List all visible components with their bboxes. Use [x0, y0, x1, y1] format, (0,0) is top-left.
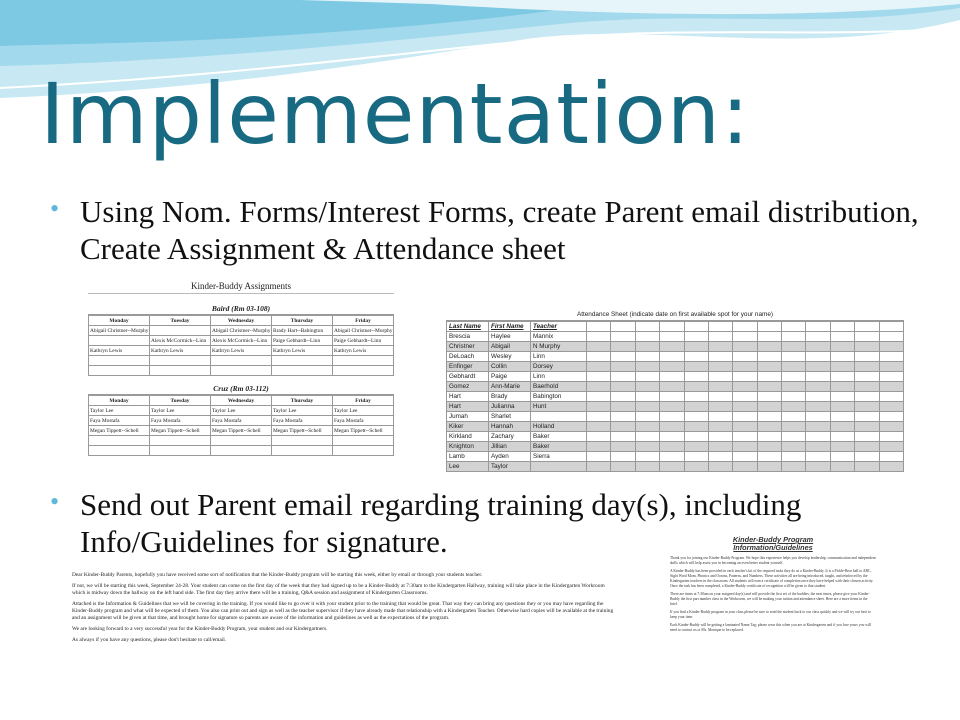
day-header: Tuesday — [150, 396, 211, 406]
letter-paragraph: Attached is the Information & Guidelines that we will be covering in the training. If you would like to go over it with your student prior to the training that would be great. That way they can bring any questions they or you may have regarding the Kinder-Buddy program and what will be expected of them. You also can print out and sign as well as the teacher supervisor if they have already made that relationship with a Kindergarten Teacher. Otherwise hard copies will be available at the training and an assignment will be given at that time, and brought home for signature so parents are aware of the information and guidelines as well as the expectations of the program. — [72, 601, 614, 622]
table-row — [89, 406, 394, 416]
guidelines-heading-line: Kinder-Buddy Program — [732, 535, 814, 544]
table-cell: Brescia — [447, 332, 489, 342]
table-cell: N Murphy — [531, 342, 587, 352]
table-cell: Haylee — [489, 332, 531, 342]
table-cell: Abigail Christner--Murphy — [212, 327, 271, 334]
table-cell: Faya Mostafa — [272, 416, 333, 426]
table-cell: Taylor Lee — [89, 406, 150, 416]
table-cell: Taylor Lee — [150, 406, 211, 416]
table-cell: Abigail — [489, 342, 531, 352]
table-cell: Hart — [447, 392, 489, 402]
table-cell: Faya Mostafa — [150, 416, 211, 426]
day-header: Thursday — [272, 316, 333, 326]
guidelines-paragraph: A Kinder-Buddy has been provided in each teacher's kit of the required tasks they do as a Kinder-Buddy. It is a Pickle-Bear ball to ABC, Sight Word Mom, Phonics and Oceans, Patterns, and Numbers. These activities all are being introduced, taught, and reinforced by the Kindergarten teachers in the classroom. All students will earn a certificate of completion once they have helped with their chosen activity. Once the task has been completed, a Kinder-Buddy certificate of recognition will be given to that student. — [670, 569, 874, 588]
table-row — [89, 446, 394, 456]
slide-title: Implementation: — [40, 65, 751, 163]
table-row — [447, 412, 904, 422]
table-cell: Gebhardt — [447, 372, 489, 382]
day-header: Friday — [333, 396, 394, 406]
table-cell — [531, 412, 587, 422]
table-cell: Lamb — [447, 452, 489, 462]
table-cell: Kirkland — [447, 432, 489, 442]
table-cell: Hart — [447, 402, 489, 412]
column-header: Last Name — [447, 322, 489, 332]
table-cell: Kathryn Lewis — [333, 346, 394, 356]
table-cell: Jillian — [489, 442, 531, 452]
table-cell: Mannix — [531, 332, 587, 342]
table-cell: Baker — [531, 432, 587, 442]
table-cell: Wesley — [489, 352, 531, 362]
table-cell: Faya Mostafa — [211, 416, 272, 426]
column-header: Teacher — [531, 322, 587, 332]
table-cell: Collin — [489, 362, 531, 372]
bullet-text: Send out Parent email regarding training day(s), including Info/Guidelines for signature. — [80, 487, 802, 560]
table-cell: Hannah — [489, 422, 531, 432]
table-cell: Paige — [489, 372, 531, 382]
table-cell: Knighton — [447, 442, 489, 452]
table-cell: Alexis McCormick--Linn — [211, 336, 272, 346]
table-cell: Brady — [489, 392, 531, 402]
table-row — [447, 402, 904, 412]
bullet-text: Using Nom. Forms/Interest Forms, create Parent email distribution, Create Assignment & Attendance sheet — [80, 194, 919, 267]
table-row — [89, 356, 394, 366]
table-cell: Paige Gebhardt--Linn — [333, 336, 394, 346]
table-cell: Ann-Marie — [489, 382, 531, 392]
assignments-sheet-image — [88, 278, 394, 478]
guidelines-document-image — [670, 532, 876, 680]
table-cell: Jumah — [447, 412, 489, 422]
table-cell: Paige Gebhardt--Linn — [272, 336, 333, 346]
guidelines-paragraph: Thank you for joining our Kinder-Buddy Program. We hope this experience helps you develop leadership, communication and independent skills which will help assist you in becoming an even better student yourself. — [670, 556, 876, 566]
table-cell: Baerhold — [531, 382, 587, 392]
attendance-title: Attendance Sheet (indicate date on first available spot for your name) — [446, 310, 904, 321]
table-cell: Faya Mostafa — [333, 416, 394, 426]
class-heading: Baird (Rm 03-108) — [88, 304, 394, 315]
column-header: First Name — [489, 322, 531, 332]
table-row — [447, 392, 904, 402]
table-row — [447, 342, 904, 352]
table-cell — [531, 462, 587, 472]
table-row — [447, 432, 904, 442]
assignments-title: Kinder-Buddy Assignments — [88, 278, 394, 294]
table-cell: Brady Hart--Babington — [272, 326, 333, 336]
letter-paragraph: Dear Kinder-Buddy Parents, hopefully you have received some sort of notification that the Kinder-Buddy program will be starting this week, either by email or through your students teacher. — [72, 572, 483, 578]
table-cell: Kiker — [447, 422, 489, 432]
table-cell: Abigail Christner--Murphy — [90, 327, 149, 334]
table-cell: Megan Tippett--Schell — [150, 426, 211, 436]
letter-paragraph: If not, we will be starting this week, September 24-28. Your student can come on the first day of the week that they had signed up to be a Kinder-Buddy at 7:30am to the Kindergarten Hallway, training will take place in the Kindergarten Workroom which is midway down the hallway on the left hand side. The first day they arrive there will be a training, Q&A session and assignment of Kindergarten Classrooms. — [72, 583, 605, 597]
table-row — [447, 362, 904, 372]
table-cell: Kathryn Lewis — [272, 346, 333, 356]
table-cell: Holland — [531, 422, 587, 432]
table-cell — [89, 336, 150, 346]
letter-paragraph: As always if you have any questions, please don't hesitate to call/email. — [72, 637, 227, 644]
table-row — [89, 436, 394, 446]
table-cell: Christner — [447, 342, 489, 352]
day-header: Monday — [89, 316, 150, 326]
day-header: Tuesday — [150, 316, 211, 326]
table-cell: Kathryn Lewis — [89, 346, 150, 356]
table-row — [447, 382, 904, 392]
table-row — [447, 422, 904, 432]
attendance-sheet-image — [446, 310, 904, 470]
assignments-table-2 — [88, 395, 394, 456]
parent-email-letter-image — [72, 572, 616, 676]
table-cell: Megan Tippett--Schell — [333, 426, 394, 436]
table-cell: Dorsey — [531, 362, 587, 372]
day-header: Wednesday — [211, 316, 272, 326]
bullet-dot: • — [50, 194, 60, 223]
table-cell: Megan Tippett--Schell — [89, 426, 150, 436]
table-row — [89, 326, 394, 336]
table-cell: Megan Tippett--Schell — [272, 426, 333, 436]
table-cell: Taylor Lee — [211, 406, 272, 416]
table-cell: Ayden — [489, 452, 531, 462]
table-cell: Kathryn Lewis — [150, 346, 211, 356]
table-cell: Abigail Christner--Murphy — [334, 327, 393, 334]
table-row — [89, 336, 394, 346]
table-cell: Sierra — [531, 452, 587, 462]
table-cell: Hunt — [531, 402, 587, 412]
bullet-dot: • — [50, 487, 60, 516]
table-row — [89, 366, 394, 376]
table-cell: Alexis McCormick--Linn — [150, 336, 211, 346]
table-cell: Taylor Lee — [272, 406, 333, 416]
guidelines-paragraph: Each Kinder-Buddy will be getting a laminated Name Tag; please wear this when you are at Kindergarten and if you lose yours you will need to contact us or Ms. Monique to be replaced. — [670, 622, 871, 632]
table-row — [89, 416, 394, 426]
table-row — [447, 442, 904, 452]
table-cell — [150, 326, 211, 336]
attendance-table — [446, 321, 904, 472]
table-cell: Linn — [531, 372, 587, 382]
table-cell: Sharlet — [489, 412, 531, 422]
bullet-item-1 — [50, 193, 930, 267]
table-cell: Julianna — [489, 402, 531, 412]
table-cell: Baker — [531, 442, 587, 452]
guidelines-paragraph: There are times at 7:30am on your assigned day(s) and will provide the first set of the buddies, the next times, please give your Kinder-Buddy the first part number class in the Workroom, we will be making your tuition and attendance sheet. Here are a more items in the brief. — [670, 591, 870, 606]
table-cell: Faya Mostafa — [89, 416, 150, 426]
table-cell: Linn — [531, 352, 587, 362]
letter-paragraph: We are looking forward to a very successful year for the Kinder-Buddy Program, your student and our Kindergartners. — [72, 626, 328, 633]
table-cell: Babington — [531, 392, 587, 402]
table-cell: Taylor — [489, 462, 531, 472]
table-row — [89, 426, 394, 436]
table-row — [447, 332, 904, 342]
table-cell: Megan Tippett--Schell — [211, 426, 272, 436]
day-header: Friday — [333, 316, 394, 326]
table-cell: Lee — [447, 462, 489, 472]
day-header: Monday — [89, 396, 150, 406]
guidelines-heading-line: Information/Guidelines — [733, 543, 813, 553]
guidelines-heading — [670, 536, 876, 552]
table-row — [447, 462, 904, 472]
table-cell: Enfinger — [447, 362, 489, 372]
table-cell: DeLoach — [447, 352, 489, 362]
table-row — [447, 452, 904, 462]
class-heading: Cruz (Rm 03-112) — [88, 384, 394, 395]
table-cell: Taylor Lee — [333, 406, 394, 416]
day-header: Wednesday — [211, 396, 272, 406]
table-cell: Gomez — [447, 382, 489, 392]
table-row — [447, 352, 904, 362]
day-header: Thursday — [272, 396, 333, 406]
assignments-table-1 — [88, 315, 394, 376]
table-row — [447, 372, 904, 382]
guidelines-paragraph: If you find a Kinder-Buddy program in your class please be sure to send the student back to our class quickly and we will try our best to keep your time. — [670, 609, 871, 619]
table-cell: Zachary — [489, 432, 531, 442]
table-row — [89, 346, 394, 356]
table-cell: Kathryn Lewis — [211, 346, 272, 356]
